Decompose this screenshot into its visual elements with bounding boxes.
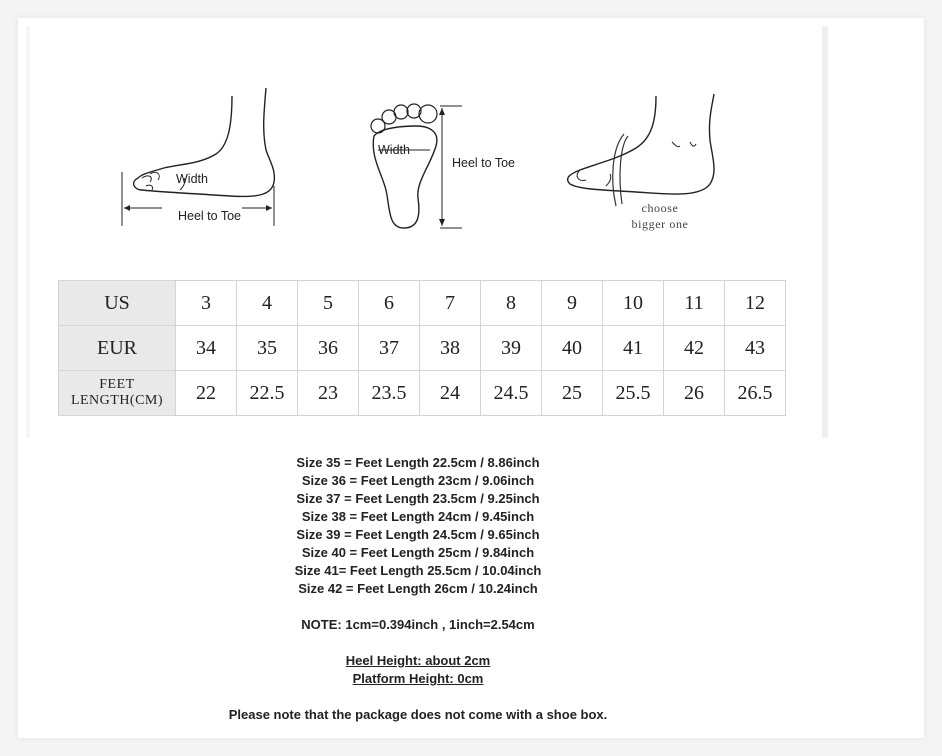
tip-line-1: choose xyxy=(641,201,679,215)
table-cell: 9 xyxy=(542,281,603,326)
table-cell: 22.5 xyxy=(237,371,298,416)
heel-height-note: Heel Height: about 2cm xyxy=(345,653,491,668)
row-header-line-1: FEET xyxy=(99,377,135,392)
tip-line-2: bigger one xyxy=(631,217,689,231)
size-line: Size 36 = Feet Length 23cm / 9.06inch xyxy=(301,473,535,488)
table-cell: 11 xyxy=(664,281,725,326)
size-line: Size 42 = Feet Length 26cm / 10.24inch xyxy=(298,581,538,596)
conversion-note: NOTE: 1cm=0.394inch , 1inch=2.54cm xyxy=(301,617,535,632)
sole-heel-to-toe-label: Heel to Toe xyxy=(452,156,516,170)
table-cell: 41 xyxy=(603,326,664,371)
table-cell: 23 xyxy=(298,371,359,416)
table-cell: 22 xyxy=(176,371,237,416)
table-cell: 26 xyxy=(664,371,725,416)
row-header-us: US xyxy=(59,281,176,326)
side-width-label: Width xyxy=(176,172,208,186)
size-line: Size 37 = Feet Length 23.5cm / 9.25inch xyxy=(296,491,540,506)
table-cell: 36 xyxy=(298,326,359,371)
table-cell: 39 xyxy=(481,326,542,371)
table-cell: 3 xyxy=(176,281,237,326)
size-conversion-table xyxy=(58,280,786,416)
table-cell: 24 xyxy=(420,371,481,416)
table-row-feet-length xyxy=(59,371,786,416)
table-cell: 37 xyxy=(359,326,420,371)
table-cell: 35 xyxy=(237,326,298,371)
size-line: Size 35 = Feet Length 22.5cm / 8.86inch xyxy=(296,455,540,470)
table-cell: 26.5 xyxy=(725,371,786,416)
table-cell: 7 xyxy=(420,281,481,326)
row-header-eur: EUR xyxy=(59,326,176,371)
size-chart-panel xyxy=(26,26,828,438)
platform-height-note: Platform Height: 0cm xyxy=(352,671,484,686)
table-cell: 42 xyxy=(664,326,725,371)
size-line: Size 40 = Feet Length 25cm / 9.84inch xyxy=(301,545,535,560)
size-line: Size 39 = Feet Length 24.5cm / 9.65inch xyxy=(296,527,540,542)
table-cell: 4 xyxy=(237,281,298,326)
table-cell: 6 xyxy=(359,281,420,326)
table-cell: 12 xyxy=(725,281,786,326)
table-cell: 10 xyxy=(603,281,664,326)
table-cell: 40 xyxy=(542,326,603,371)
side-heel-to-toe-label: Heel to Toe xyxy=(178,209,242,223)
sole-width-label: Width xyxy=(378,143,410,157)
table-cell: 34 xyxy=(176,326,237,371)
table-cell: 25 xyxy=(542,371,603,416)
row-header-feet-length xyxy=(59,371,176,416)
table-row-us xyxy=(59,281,786,326)
table-cell: 38 xyxy=(420,326,481,371)
package-note: Please note that the package does not come with a shoe box. xyxy=(228,707,608,722)
table-cell: 25.5 xyxy=(603,371,664,416)
table-cell: 23.5 xyxy=(359,371,420,416)
size-line: Size 41= Feet Length 25.5cm / 10.04inch xyxy=(294,563,542,578)
size-line: Size 38 = Feet Length 24cm / 9.45inch xyxy=(301,509,535,524)
table-cell: 43 xyxy=(725,326,786,371)
row-header-line-2: LENGTH(CM) xyxy=(70,393,164,408)
table-cell: 5 xyxy=(298,281,359,326)
size-notes xyxy=(18,454,818,724)
product-size-page xyxy=(18,18,924,738)
table-cell: 8 xyxy=(481,281,542,326)
table-row-eur xyxy=(59,326,786,371)
foot-measurement-illustration xyxy=(30,76,822,256)
table-cell: 24.5 xyxy=(481,371,542,416)
